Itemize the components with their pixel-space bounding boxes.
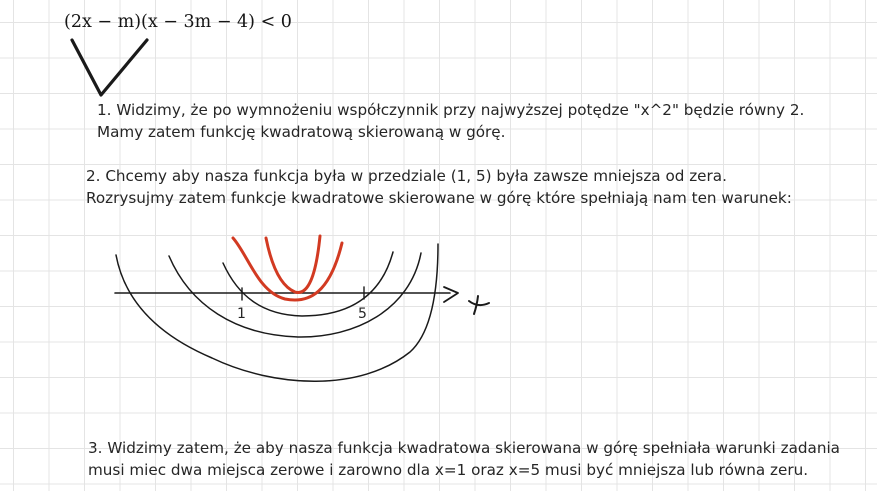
note-3-line-1: 3. Widzimy zatem, że aby nasza funkcja kwadratowa skierowana w górę spełniała warunki zadania xyxy=(88,439,840,457)
parabola-invalid-wide xyxy=(233,238,342,300)
note-1-line-1: 1. Widzimy, że po wymnożeniu współczynnik przy najwyższej potędze "x^2" będzie równy 2. xyxy=(97,101,805,119)
note-1-line-2: Mamy zatem funkcję kwadratową skierowaną w górę. xyxy=(97,123,506,141)
note-2-line-2: Rozrysujmy zatem funkcje kwadratowe skierowane w górę które spełniają nam ten warunek: xyxy=(86,189,792,207)
tick-label-5: 5 xyxy=(358,306,367,322)
x-axis-label-x xyxy=(469,296,489,314)
parabola-valid-medium xyxy=(169,253,421,337)
tick-label-1: 1 xyxy=(237,306,246,322)
note-3-line-2: musi miec dwa miejsca zerowe i zarowno dla x=1 oraz x=5 musi być mniejsza lub równa zeru. xyxy=(88,461,809,479)
inequality-formula: (2x − m)(x − 3m − 4) < 0 xyxy=(64,12,292,32)
note-2-line-1: 2. Chcemy aby nasza funkcja była w przedziale (1, 5) była zawsze mniejsza od zera. xyxy=(86,167,727,185)
parabola-direction-mark xyxy=(72,40,147,95)
parabola-invalid-narrow xyxy=(266,236,320,293)
x-axis-arrowhead xyxy=(444,287,458,302)
